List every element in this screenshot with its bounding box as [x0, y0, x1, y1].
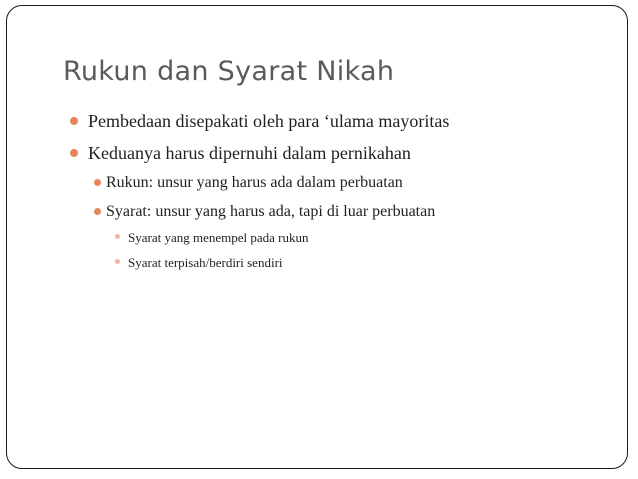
bullet-text: Syarat terpisah/berdiri sendiri: [128, 255, 283, 270]
bullet-dot-icon: [115, 259, 120, 264]
bullet-dot-icon: [94, 208, 101, 215]
bullet-text: Rukun: unsur yang harus ada dalam perbuatan: [106, 174, 403, 191]
bullet-dot-icon: [115, 234, 120, 239]
bullet-dot-icon: [70, 117, 78, 125]
bullet-text: Pembedaan disepakati oleh para ‘ulama mayoritas: [88, 111, 450, 131]
bullet-text: Syarat: unsur yang harus ada, tapi di luar perbuatan: [106, 203, 436, 220]
bullet-text: Syarat yang menempel pada rukun: [128, 230, 309, 245]
slide-title: Rukun dan Syarat Nikah: [63, 56, 395, 87]
bullet-dot-icon: [94, 179, 101, 186]
bullet-dot-icon: [70, 149, 78, 157]
bullet-text: Keduanya harus dipernuhi dalam pernikahan: [88, 143, 411, 163]
